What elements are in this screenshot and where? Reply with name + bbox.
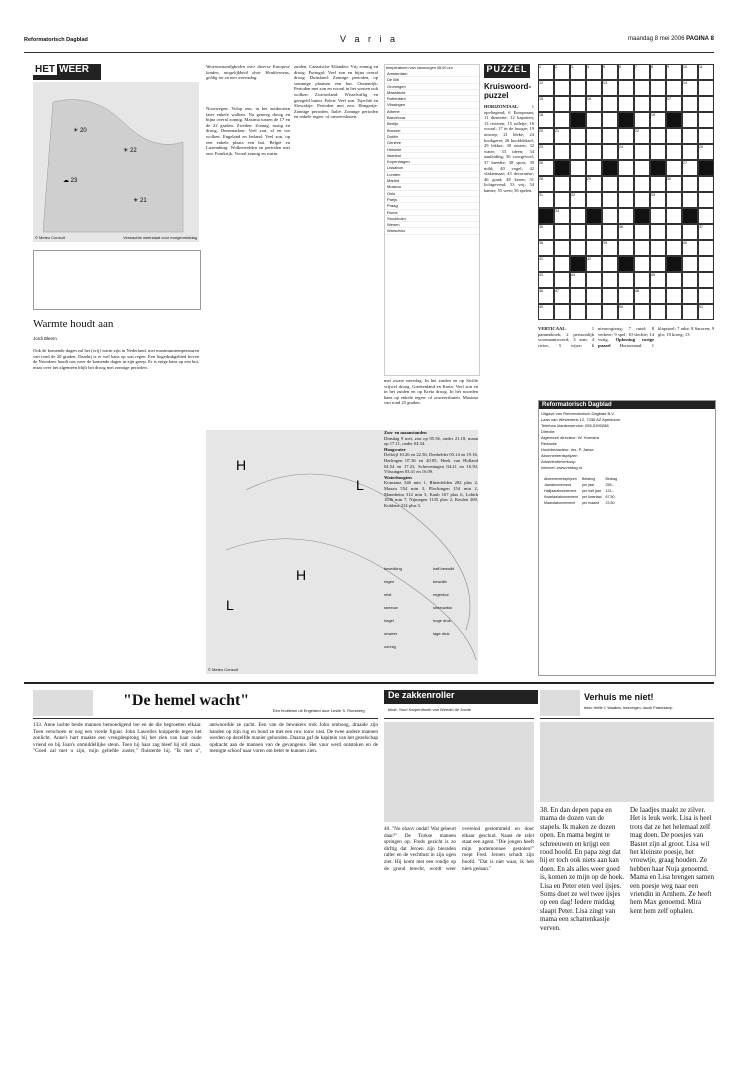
city-row: Barcelona (385, 115, 479, 121)
city-row: Madrid (385, 178, 479, 184)
grid-cell[interactable] (666, 144, 682, 160)
city-row: De Bilt (385, 77, 479, 83)
city-row: Rotterdam (385, 96, 479, 102)
city-row: Istanbul (385, 153, 479, 159)
grid-cell[interactable] (554, 96, 570, 112)
grid-cell[interactable]: 36 (618, 224, 634, 240)
grid-cell[interactable]: 11 (698, 64, 714, 80)
city-row: Brussel (385, 128, 479, 134)
grid-cell[interactable]: 45 (650, 272, 666, 288)
colofon-line: Internet: www.refdag.nl (541, 465, 582, 470)
grid-cell[interactable] (602, 176, 618, 192)
grid-cell[interactable] (618, 192, 634, 208)
grid-cell[interactable] (634, 272, 650, 288)
story-verhuis-illustration (540, 690, 580, 716)
grid-cell[interactable] (570, 240, 586, 256)
grid-cell[interactable]: 4 (586, 64, 602, 80)
grid-cell[interactable] (634, 112, 650, 128)
grid-cell[interactable]: 27 (682, 160, 698, 176)
city-row: Genève (385, 140, 479, 146)
svg-text:H: H (236, 457, 247, 473)
grid-cell[interactable] (570, 224, 586, 240)
grid-cell[interactable] (554, 304, 570, 320)
grid-cell[interactable] (586, 128, 602, 144)
city-row: Wenen (385, 222, 479, 228)
grid-cell[interactable] (682, 304, 698, 320)
grid-cell[interactable] (618, 272, 634, 288)
grid-cell[interactable] (586, 224, 602, 240)
grid-cell[interactable]: 18 (538, 112, 554, 128)
city-row: Stockholm (385, 216, 479, 222)
grid-cell[interactable] (698, 80, 714, 96)
grid-cell[interactable] (666, 160, 682, 176)
colofon (538, 400, 716, 676)
grid-cell[interactable] (586, 160, 602, 176)
grid-cell[interactable] (698, 256, 714, 272)
grid-cell[interactable]: 24 (618, 144, 634, 160)
grid-cell (538, 208, 554, 224)
story-hemel-illustration (33, 690, 93, 716)
grid-cell[interactable] (586, 240, 602, 256)
story-zakkenroller-header (384, 690, 534, 719)
legend-item: regen (384, 579, 395, 584)
page-header (24, 30, 714, 53)
grid-cell[interactable] (698, 128, 714, 144)
legend-item: onweer (384, 631, 398, 636)
grid-cell[interactable]: 3 (570, 64, 586, 80)
page-date: maandag 8 mei 2006 PAGINA 8 (628, 36, 714, 42)
grid-cell[interactable] (602, 96, 618, 112)
grid-cell[interactable]: 7 (634, 64, 650, 80)
grid-cell (682, 208, 698, 224)
grid-cell[interactable] (586, 144, 602, 160)
map-credit: © Meteo Consult (35, 235, 65, 240)
grid-cell[interactable] (586, 288, 602, 304)
grid-cell[interactable] (554, 224, 570, 240)
grid-cell[interactable] (650, 208, 666, 224)
grid-cell[interactable] (618, 240, 634, 256)
grid-cell[interactable] (682, 224, 698, 240)
grid-cell[interactable] (634, 192, 650, 208)
grid-cell[interactable] (682, 128, 698, 144)
grid-cell[interactable] (650, 304, 666, 320)
grid-cell (618, 112, 634, 128)
svg-text:L: L (226, 597, 234, 613)
grid-cell[interactable] (554, 272, 570, 288)
grid-cell[interactable]: 6 (618, 64, 634, 80)
grid-cell[interactable] (586, 80, 602, 96)
grid-cell[interactable]: 23 (538, 144, 554, 160)
grid-cell[interactable] (650, 128, 666, 144)
section-title: V a r i a (339, 34, 398, 44)
story-hemel-text: 133. Anne lachte beide mannen bemoedigend toe en de die begroetten elkaar. Toen verschoen er nog een vierde figuur. John Lascelles knipperde tegen het zonlicht. Anne's hart maakte een vreugdesprong bij het zien van haar oude vriend en bij Joan's onmiddellijke steun. Toen hij haar zag bleef hij stil staan. "Goed zal met u zijn, mijn geliefde zuster," fluisterde hij. "Ik met u", antwoordde ze zacht. Een van de bewakers trok John omhoog, draaide zijn handen op zijn rug en bond ze met een ruw touw vast. De twee andere mannen werden op dezelfde manier gebonden. Daarna gaf de kapitein van het gezelschap opdracht aan de mannen van de gevangenis. Het vuur werd ontstoken en de menigte schoof naar voren om beter te kunnen zien. (33, 722, 378, 755)
city-row: Helsinki (385, 147, 479, 153)
grid-cell[interactable]: 21 (554, 128, 570, 144)
svg-text:☀ 21: ☀ 21 (133, 198, 147, 204)
grid-cell[interactable] (698, 208, 714, 224)
map-outline (33, 82, 199, 242)
grid-cell[interactable] (666, 240, 682, 256)
legend-item: bewolking (384, 566, 402, 571)
grid-cell[interactable] (570, 96, 586, 112)
colofon-line: Redactie (541, 441, 557, 446)
story-hemel-title: "De hemel wacht" (123, 692, 250, 709)
grid-cell[interactable] (650, 240, 666, 256)
colofon-line: Advertentieverkoop (541, 459, 576, 464)
colofon-line: Directie (541, 429, 555, 434)
grid-cell[interactable] (554, 176, 570, 192)
grid-cell[interactable] (602, 128, 618, 144)
grid-cell[interactable] (682, 256, 698, 272)
grid-cell[interactable]: 13 (602, 80, 618, 96)
grid-cell[interactable] (698, 96, 714, 112)
weather-intro: Wetenswaardigheden over diverse Europese landen, mogelijkheid door Weatherneus, geldig tot en met woensdag. (206, 64, 290, 81)
grid-cell[interactable] (666, 80, 682, 96)
crossword-grid[interactable] (538, 64, 714, 320)
grid-cell[interactable] (682, 176, 698, 192)
legend-item: mist (384, 592, 392, 597)
story-verhuis-header (540, 690, 714, 719)
grid-cell[interactable] (618, 96, 634, 112)
grid-cell[interactable]: 34 (554, 208, 570, 224)
grid-cell[interactable]: 17 (666, 96, 682, 112)
weather-headline: Warmte houdt aan (33, 318, 114, 330)
grid-cell[interactable]: 46 (538, 288, 554, 304)
legend-item: sneeuwbui (433, 605, 453, 610)
story-hemel-byline: Een feuilleton uit Engeland door Leslie S. Roesberg (273, 708, 365, 713)
grid-cell[interactable] (602, 144, 618, 160)
grid-cell[interactable] (634, 144, 650, 160)
grid-cell[interactable] (650, 80, 666, 96)
grid-cell[interactable] (618, 288, 634, 304)
legend-item: half bewolkt (433, 566, 455, 571)
grid-cell (618, 256, 634, 272)
grid-cell[interactable]: 26 (538, 160, 554, 176)
stories-divider (24, 682, 714, 684)
grid-cell[interactable] (586, 272, 602, 288)
grid-cell[interactable] (634, 96, 650, 112)
grid-cell[interactable]: 9 (666, 64, 682, 80)
grid-cell[interactable] (682, 144, 698, 160)
grid-cell[interactable] (618, 128, 634, 144)
colofon-line: Telefoon klantenservice: 055-5390288 (541, 423, 609, 428)
weather-body-2: Noorwegen: Volop zon, in het zuidoosten later enkele wolken. Na genoeg droog en bijna overal zonnig. Maxima tussen de 17 en de 22 graden. Zweden: Zonnig, rustig en droog. Denemarken: Veel zon, af en toe wolken. Engeland en Ierland: Veel zon, op een enkele plaats een bui. België en Luxemburg: Wolkenvelden en perioden met zon. Frankrijk: Vooral zonnig en warm. (206, 106, 290, 156)
colofon-line: Hoofdredacteur: drs. P. Janse (541, 447, 594, 452)
puzzle-brand: PUZZEL (484, 64, 530, 78)
grid-cell[interactable] (650, 224, 666, 240)
grid-cell[interactable] (618, 80, 634, 96)
grid-cell[interactable]: 42 (586, 256, 602, 272)
grid-cell[interactable]: 2 (554, 64, 570, 80)
grid-cell[interactable]: 50 (618, 304, 634, 320)
grid-cell[interactable] (618, 208, 634, 224)
colofon-lines (539, 409, 715, 473)
price-table: Abonnementsprijzen Betaling Bedrag Jaarabonnement per jaar 255,- Halfjaarabonnement per half jaar 131,- Kwartaalabonnement per kwartaal 67,50 Maandabonnement per maand 23,50 (544, 477, 618, 505)
story-verhuis-text-2: De laadjes maakt ze zilver. Het is leuk werk. Lisa is heel trots dat ze het helemaal zelf mag doen. De poesjes van Bastet zijn al groot. Lisa wil het kleinste poesje, het vrouwtje, graag houden. Ze hebben haar Nuja genoemd. Mama en Lisa brengen samen een poesje weg naar een vriendin in Arnhem. Ze heeft hem Max genoemd. Mira kent hem zelf ophalen. (630, 806, 714, 915)
grid-cell[interactable]: 35 (538, 224, 554, 240)
grid-cell[interactable]: 25 (698, 144, 714, 160)
grid-cell (666, 256, 682, 272)
city-row: Oslo (385, 191, 479, 197)
grid-cell[interactable]: 29 (586, 176, 602, 192)
city-row: Warschau (385, 228, 479, 234)
story-verhuis-title: Verhuis me niet! (584, 692, 654, 702)
grid-cell[interactable] (682, 288, 698, 304)
grid-cell[interactable] (554, 192, 570, 208)
grid-cell[interactable] (650, 176, 666, 192)
grid-cell[interactable] (682, 96, 698, 112)
grid-cell[interactable]: 8 (650, 64, 666, 80)
story-hemel-header (33, 690, 378, 719)
grid-cell[interactable] (570, 288, 586, 304)
grid-cell[interactable]: 16 (586, 96, 602, 112)
puzzle-vclues: VERTICAAL: 1 pannenkoek; 2 persoonlijk voornaamwoord; 3 arm; 4 rivier; 5 wijze; 6 nieuwsgierig; 7 rund; 8 verkeer; 9 spel; 10 slechte; 14 vurig. Oplossing vorige puzzel Horizontaal: 1 klapstoel; 7 rake; 8 Saracen; 9 glo; 10 kroeg; 13 (538, 326, 714, 348)
grid-cell[interactable]: 30 (666, 176, 682, 192)
grid-cell[interactable] (602, 224, 618, 240)
city-row: Parijs (385, 197, 479, 203)
map-caption: Verwachte weerstaat voor morgenmiddag (123, 235, 197, 240)
grid-cell[interactable]: 12 (538, 80, 554, 96)
grid-cell[interactable] (666, 272, 682, 288)
city-row: Londen (385, 172, 479, 178)
grid-cell[interactable] (586, 192, 602, 208)
grid-cell (698, 160, 714, 176)
legend-item: sneeuw (384, 605, 398, 610)
grid-cell[interactable] (634, 80, 650, 96)
puzzle-clues: HORIZONTAAL: 1 opvliegend; 6 Europeaan; 11 dinsterte; 12 kapotten; 13 rivieren; 15 rolletje; 16 vooral; 17 in de hoogte; 19 uitroep; 21 bleke; 24 kookgerei; 26 hoofddeksel; 29 lekker; 30 oosten; 32 water; 33 ideen; 34 aanleiding; 36 voorgevoel; 37 breedte; 38 sport; 39 mild; 40 vogel; 42 vlaktemaat; 43 decorateur; 46 goud; 48 keren; 51 lichtgevend; 53 vrij; 54 kamer; 55 weet; 56 spelen. (484, 104, 534, 193)
grid-cell[interactable]: 19 (650, 112, 666, 128)
city-row: Maastricht (385, 90, 479, 96)
grid-cell[interactable]: 20 (538, 128, 554, 144)
grid-cell[interactable] (618, 176, 634, 192)
weather-body-1: Ook de komende dagen zal het (vrij) warm zijn in Nederland, met maximumtemperaturen van rond de 20 graden. Daarbij is er wel kans op wat regen. Een hogedrukgebied boven de Noordzee houdt ons weer de komende dagen in zijn greep. Er is enige kans op een bui, maar over het algemeen blijft het droog met zonnige perioden. (33, 348, 199, 370)
large-map-credit: © Meteo Consult (208, 667, 238, 672)
grid-cell (554, 160, 570, 176)
grid-cell[interactable] (602, 208, 618, 224)
weather-body-4: met zware neerslag. In het zuiden en op Sicilië vrijwel droog. Griekenland en Kreta: Veel zon en in het zuiden en op Kreta droog. In het noorden kans op enkele regen- of onweersbuien. Maxima van rond 25 graden. (384, 378, 478, 406)
grid-cell[interactable] (666, 128, 682, 144)
grid-cell[interactable] (666, 288, 682, 304)
city-list (385, 71, 479, 235)
grid-cell[interactable] (602, 304, 618, 320)
grid-cell[interactable] (666, 224, 682, 240)
weather-map-small (33, 82, 199, 242)
grid-cell[interactable] (602, 112, 618, 128)
grid-cell[interactable]: 33 (650, 192, 666, 208)
puzzle-title: Kruiswoord-puzzel (484, 82, 532, 100)
grid-cell[interactable]: 15 (538, 96, 554, 112)
legend-item: regenbui (433, 592, 449, 597)
city-table (384, 64, 480, 376)
city-row: Vlissingen (385, 102, 479, 108)
grid-cell[interactable]: 43 (538, 272, 554, 288)
grid-cell[interactable] (698, 192, 714, 208)
grid-cell[interactable]: 41 (538, 256, 554, 272)
grid-cell[interactable] (570, 208, 586, 224)
colofon-line: Laan van Westenenk 12, 7336 AZ Apeldoorn (541, 417, 621, 422)
grid-cell[interactable] (570, 80, 586, 96)
weather-author: Jordi Bleem (33, 336, 57, 341)
grid-cell (634, 208, 650, 224)
grid-cell[interactable] (634, 224, 650, 240)
grid-cell[interactable] (698, 176, 714, 192)
grid-cell[interactable] (602, 256, 618, 272)
grid-cell[interactable] (634, 240, 650, 256)
grid-cell[interactable] (554, 256, 570, 272)
svg-text:☀ 22: ☀ 22 (123, 148, 137, 154)
city-row: Moskou (385, 184, 479, 190)
grid-cell[interactable] (570, 128, 586, 144)
weather-logo: HET WEER (33, 64, 101, 80)
grid-cell[interactable] (698, 240, 714, 256)
colofon-line: Algemeen directeur: W. Hornstra (541, 435, 600, 440)
grid-cell (570, 256, 586, 272)
city-row: Groningen (385, 84, 479, 90)
city-row: Athene (385, 109, 479, 115)
city-row: Praag (385, 203, 479, 209)
grid-cell[interactable]: 51 (698, 304, 714, 320)
city-row: Rome (385, 210, 479, 216)
grid-cell[interactable] (698, 272, 714, 288)
grid-cell[interactable] (650, 96, 666, 112)
grid-cell[interactable]: 48 (634, 288, 650, 304)
colofon-line: Uitgave van Reformatorisch Dagblad B.V. (541, 411, 615, 416)
grid-cell[interactable] (570, 160, 586, 176)
grid-cell[interactable] (570, 304, 586, 320)
grid-cell[interactable]: 28 (538, 176, 554, 192)
grid-cell[interactable]: 14 (682, 80, 698, 96)
grid-cell (586, 208, 602, 224)
tides-block: Zon- en maanstanden Dinsdag 9 mei, zon op 05.56, onder 21.18, maan op 17.11, onder 04.34. Hoogwater Delfzijl 10.26 en 22.36, Denhelder 05.14 en 19.16, Harlingen 07.36 en 20.05, Hoek van Holland 04.54 en 17.23, Scheveningen 04.21 en 16.50, Vlissingen 03.41 en 16.09. Waterhoogten Konstanz 346 min 1, Rheinfelden 282 plus 2, Maxau 554 min 3, Plochingen 154 min 2, Mannheim 312 min 5, Kaub 167 plus 6, Lobith 1036 min 7, Nijmegen 1135 plus 2, Keulen 269, Koblenz 214 plus 3. (384, 430, 478, 508)
paper-name: Reformatorisch Dagblad (24, 37, 88, 43)
grid-cell[interactable]: 49 (538, 304, 554, 320)
story-zakkenroller-text: 40. "Nu ohzov ondal! Wat gebeurt daar?" De Turkse mannen springen op. Freds gezicht is zo dirftig dat Jeroen zijn bieraden ralter en de vechtlust in zijn ogen ziet. Hij komt met een rondje op de grond terecht, wordt weer overeind gestommeld en door elkaar geschud. Naast de tafel staat een agent. "Die jongen heeft mijn portemonnee gestolen!" roept Fred. Jeroen schudt zijn hoofd. "Dat is niet waar, ik heb niets gedaan." (384, 826, 534, 872)
svg-text:L: L (356, 477, 364, 493)
grid-cell[interactable] (650, 256, 666, 272)
colofon-title: Reformatorisch Dagblad (539, 401, 715, 409)
grid-cell[interactable] (602, 192, 618, 208)
forecast-strip (33, 250, 201, 310)
legend-item: hagel (384, 618, 394, 623)
grid-cell (650, 160, 666, 176)
svg-text:H: H (296, 567, 307, 583)
weather-body-3: zuiden. Canarische Eilanden: Vrij zonnig en droog. Portugal: Veel zon en bijna overal droog. Duitsland: Zonnige perioden, op sommige plaatsen een bui. Oostenrijk: Perioden met zon en vooral in het westen ook wolken. Zwitserland: Wisselvallig en geregeld buien. Polen: Veel zon. Tsjechië en Slowakije: Perioden met zon. Hongarije: Zonnige perioden. Italië: Zonnige perioden en enkele regen- of onweersbuien. (294, 64, 378, 120)
grid-cell[interactable]: 47 (554, 288, 570, 304)
grid-cell[interactable] (554, 144, 570, 160)
story-verhuis-drawing (540, 722, 714, 802)
svg-text:☁ 23: ☁ 23 (63, 178, 78, 184)
grid-cell[interactable] (634, 160, 650, 176)
grid-cell[interactable] (586, 112, 602, 128)
grid-cell[interactable] (634, 256, 650, 272)
grid-cell[interactable]: 31 (538, 192, 554, 208)
grid-cell (666, 112, 682, 128)
grid-cell[interactable]: 40 (682, 240, 698, 256)
city-row: Lissabon (385, 165, 479, 171)
story-zakkenroller-byline: tekst: Youri Karpenthoek van Wendel de Joode (388, 707, 472, 712)
grid-cell[interactable] (666, 192, 682, 208)
grid-cell[interactable] (698, 288, 714, 304)
legend-item: bewolkt (433, 579, 447, 584)
grid-cell[interactable] (634, 304, 650, 320)
story-zakkenroller-illustration (384, 722, 534, 822)
story-zakkenroller-title: De zakkenroller (384, 690, 538, 704)
grid-cell[interactable]: 32 (570, 192, 586, 208)
grid-cell[interactable] (554, 240, 570, 256)
grid-cell[interactable] (634, 176, 650, 192)
colofon-line: Abonnementsprijzen (541, 453, 578, 458)
city-row: Berlijn (385, 121, 479, 127)
legend-item: lage druk (433, 631, 450, 636)
city-row: Kopenhagen (385, 159, 479, 165)
grid-cell[interactable]: 44 (570, 272, 586, 288)
weather-legend (384, 562, 478, 674)
grid-cell[interactable] (602, 288, 618, 304)
grid-cell[interactable] (650, 288, 666, 304)
grid-cell[interactable] (618, 160, 634, 176)
grid-cell[interactable] (666, 208, 682, 224)
grid-cell[interactable] (602, 272, 618, 288)
grid-cell (570, 112, 586, 128)
grid-cell[interactable] (570, 144, 586, 160)
grid-cell[interactable] (570, 176, 586, 192)
story-verhuis-text: 38. En dan depen papa en mama de dozen van de stapels. Ik maken ze dozen open. En mama begint te schreeuwen en krijgt een rood hoofd. En papa zegt dat hij er toch ook niets aan kan doen. En als alles weer goed is, komen ze mijn op de hoek. Lisa en Peter eten veel ijsjes. Soms doet ze wel twee ijsjes op een dag! Iedere middag slaapt Peter. Lisa zingt van mama een schattenkastje verven. (540, 806, 624, 932)
legend-item: zonnig (384, 644, 396, 649)
grid-cell[interactable]: 37 (698, 224, 714, 240)
grid-cell[interactable] (554, 112, 570, 128)
grid-cell[interactable] (682, 192, 698, 208)
story-verhuis-byline: tekst: Hellie J. Waalkes, tekeningen: Jacob Pasterkamp (584, 706, 673, 710)
city-row: Dublin (385, 134, 479, 140)
grid-cell[interactable] (554, 80, 570, 96)
grid-cell[interactable] (586, 304, 602, 320)
grid-cell[interactable]: 39 (602, 240, 618, 256)
svg-text:☀ 20: ☀ 20 (73, 128, 87, 134)
legend-item: hoge druk (433, 618, 451, 623)
city-table-title: temperaturen van vanmorgen 08.00 uur (386, 66, 453, 70)
grid-cell[interactable]: 38 (538, 240, 554, 256)
grid-cell[interactable] (666, 304, 682, 320)
grid-cell[interactable] (682, 272, 698, 288)
grid-cell[interactable] (698, 112, 714, 128)
grid-cell (602, 160, 618, 176)
grid-cell[interactable]: 1 (538, 64, 554, 80)
grid-cell[interactable]: 10 (682, 64, 698, 80)
grid-cell[interactable] (650, 144, 666, 160)
grid-cell[interactable]: 5 (602, 64, 618, 80)
grid-cell[interactable]: 22 (634, 128, 650, 144)
city-row: Amsterdam (385, 71, 479, 77)
grid-cell[interactable] (682, 112, 698, 128)
